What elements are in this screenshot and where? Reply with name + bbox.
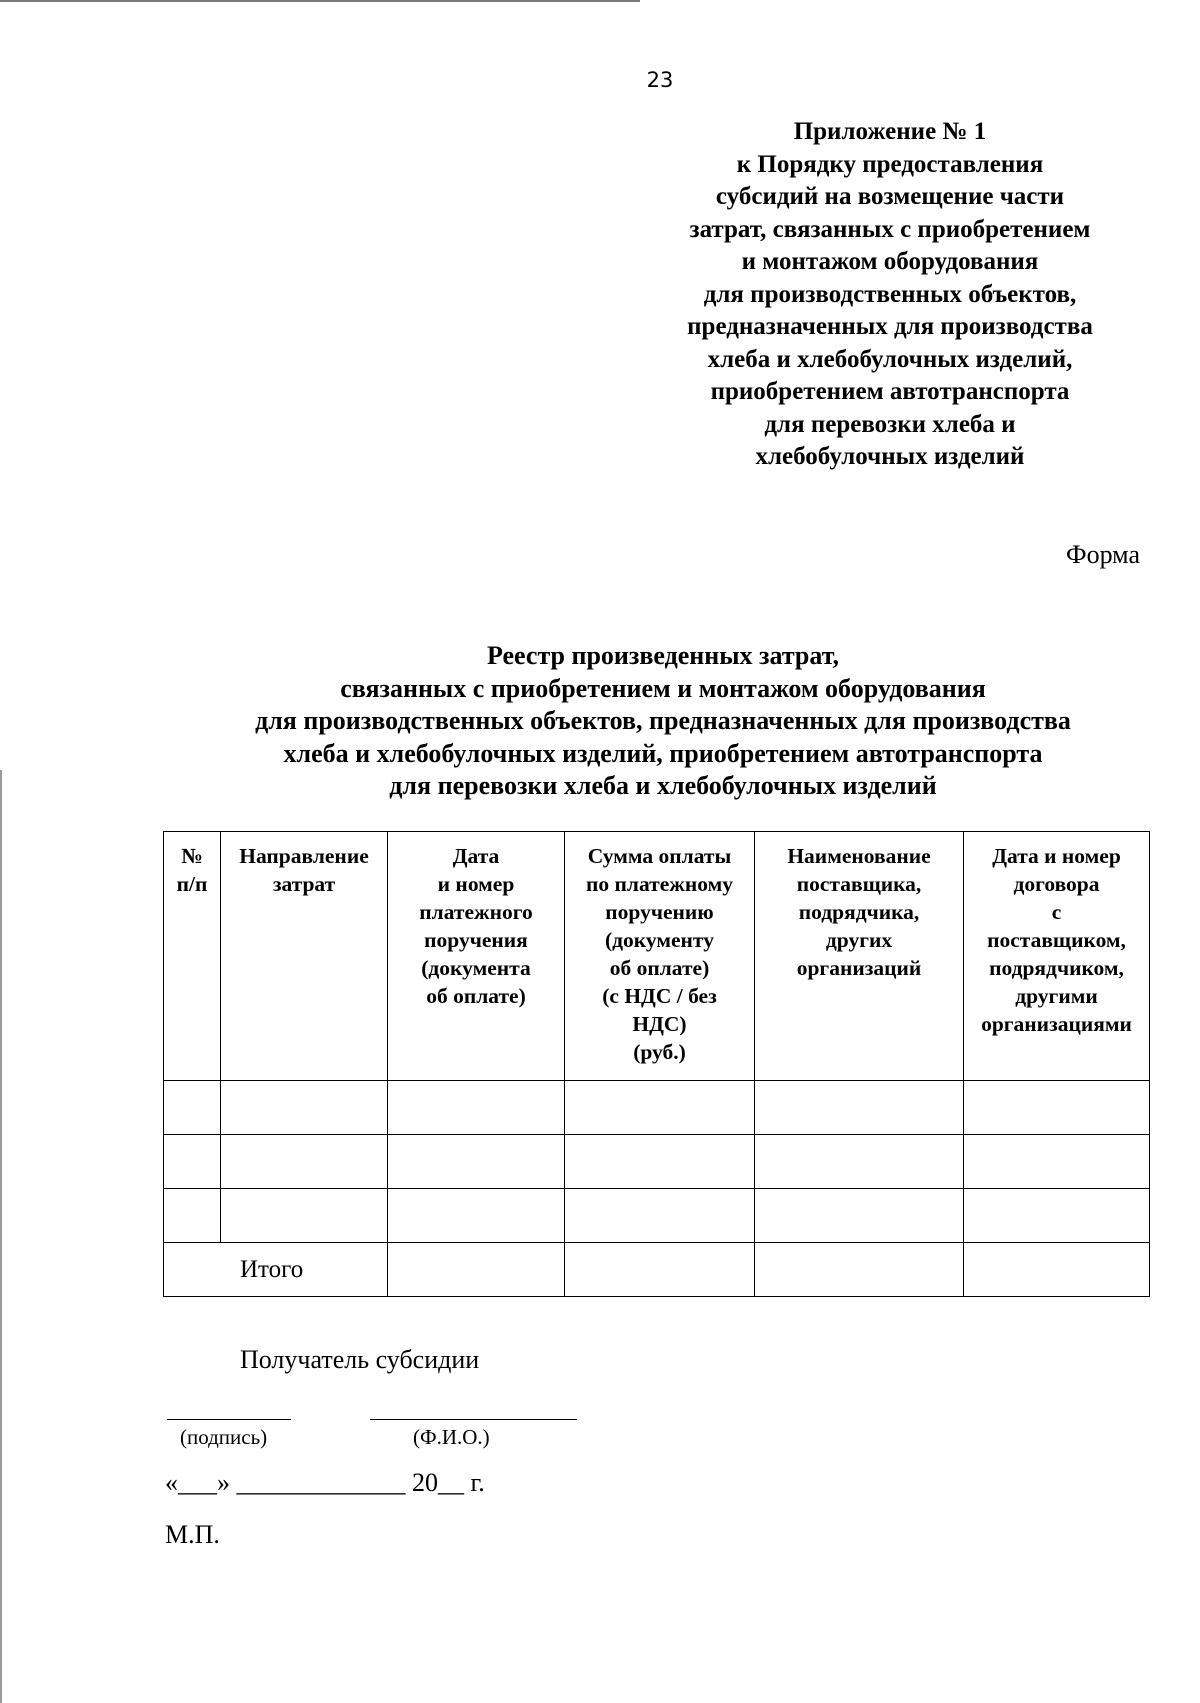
column-header-line: № xyxy=(181,844,203,868)
column-header-line: по платежному xyxy=(586,872,733,896)
column-header-line: (руб.) xyxy=(633,1040,686,1064)
appendix-line: субсидий на возмещение части xyxy=(715,183,1065,210)
table-header-row xyxy=(164,832,1150,1081)
table-cell xyxy=(388,1135,565,1189)
column-header-line: Дата xyxy=(452,844,500,868)
table-cell xyxy=(164,1081,221,1135)
name-line xyxy=(370,1419,577,1420)
title-line: для перевозки хлеба и хлебобулочных изделий xyxy=(389,771,937,800)
column-header-line: об оплате) xyxy=(609,956,710,980)
title-line: связанных с приобретением и монтажом оборудования xyxy=(340,673,986,703)
column-header-line: с xyxy=(1051,900,1062,924)
signature-caption: (подпись) xyxy=(180,1425,268,1449)
appendix-line: для перевозки хлеба и xyxy=(764,410,1016,438)
column-header xyxy=(565,832,755,1081)
column-header-line: п/п xyxy=(176,872,208,896)
table-cell xyxy=(755,1243,964,1297)
table-row xyxy=(164,1135,1150,1189)
column-header-line: поставщика, xyxy=(796,872,922,896)
column-header-line: (с НДС / без xyxy=(602,984,717,1008)
column-header-line: договора xyxy=(1013,872,1100,896)
title-line: Реестр произведенных затрат, xyxy=(486,641,840,670)
table-cell xyxy=(164,1189,221,1243)
scan-edge-top xyxy=(0,0,640,2)
column-header-line: затрат xyxy=(272,872,336,896)
table-cell xyxy=(755,1189,964,1243)
column-header-line: организациями xyxy=(981,1012,1132,1036)
scan-edge-left xyxy=(0,770,2,1703)
table-cell xyxy=(565,1081,755,1135)
table-row xyxy=(164,1189,1150,1243)
appendix-line: для производственных объектов, xyxy=(703,280,1077,308)
recipient-label: Получатель субсидии xyxy=(240,1345,480,1374)
table-cell xyxy=(964,1189,1150,1243)
column-header-line: (документа xyxy=(421,956,531,980)
appendix-header xyxy=(640,116,1140,474)
column-header-line: других xyxy=(825,928,893,952)
table-cell xyxy=(755,1081,964,1135)
table-cell xyxy=(221,1189,388,1243)
appendix-line: хлебобулочных изделий xyxy=(755,443,1025,470)
table-cell xyxy=(221,1135,388,1189)
page-number: 23 xyxy=(646,68,674,92)
column-header-line: поручения xyxy=(424,928,528,952)
column-header xyxy=(388,832,565,1081)
appendix-line: и монтажом оборудования xyxy=(741,248,1039,275)
column-header xyxy=(221,832,388,1081)
column-header-line: Направление xyxy=(239,844,369,868)
column-header-line: и номер xyxy=(437,872,515,896)
title-line: для производственных объектов, предназначенных для производства xyxy=(255,706,1071,735)
appendix-line: затрат, связанных с приобретением xyxy=(689,215,1091,243)
form-label: Форма xyxy=(1066,540,1140,569)
column-header-line: поставщиком, xyxy=(987,928,1126,952)
table-cell xyxy=(388,1081,565,1135)
table-cell xyxy=(565,1189,755,1243)
appendix-line: хлеба и хлебобулочных изделий, xyxy=(707,345,1073,373)
column-header-line: платежного xyxy=(419,900,533,924)
column-header-line: другими xyxy=(1015,984,1098,1008)
table-cell xyxy=(221,1081,388,1135)
column-header-line: об оплате) xyxy=(426,984,526,1008)
name-caption: (Ф.И.О.) xyxy=(413,1425,490,1449)
stamp-label: М.П. xyxy=(165,1520,220,1549)
signature-line xyxy=(167,1419,291,1420)
table-cell xyxy=(565,1135,755,1189)
appendix-line: Приложение № 1 xyxy=(793,118,987,145)
column-header-line: Дата и номер xyxy=(992,844,1121,868)
table-cell xyxy=(755,1135,964,1189)
table-cell xyxy=(964,1243,1150,1297)
column-header-line: подрядчиком, xyxy=(989,956,1124,980)
column-header-line: Сумма оплаты xyxy=(587,844,732,868)
column-header-line: поручению xyxy=(605,900,714,924)
table-cell xyxy=(565,1243,755,1297)
table-row xyxy=(164,1081,1150,1135)
table-cell xyxy=(388,1189,565,1243)
column-header-line: (документу xyxy=(605,928,714,952)
appendix-line: приобретением автотранспорта xyxy=(710,378,1070,405)
column-header-line: подрядчика, xyxy=(798,900,920,924)
table-cell xyxy=(964,1081,1150,1135)
appendix-line: к Порядку предоставления xyxy=(736,150,1044,178)
total-row xyxy=(164,1243,1150,1297)
table-cell xyxy=(388,1243,565,1297)
column-header xyxy=(164,832,221,1081)
column-header xyxy=(964,832,1150,1081)
column-header-line: организаций xyxy=(796,956,922,980)
table-cell xyxy=(164,1135,221,1189)
date-line: «___» _____________ 20__ г. xyxy=(165,1468,485,1497)
column-header xyxy=(755,832,964,1081)
title-line: хлеба и хлебобулочных изделий, приобретением автотранспорта xyxy=(283,738,1043,768)
table-body xyxy=(164,1081,1150,1297)
appendix-line: предназначенных для производства xyxy=(687,313,1093,340)
registry-table xyxy=(163,831,1150,1297)
table-cell xyxy=(964,1135,1150,1189)
column-header-line: Наименование xyxy=(787,844,931,868)
column-header-line: НДС) xyxy=(632,1012,687,1036)
register-title xyxy=(163,640,1163,803)
total-label: Итого xyxy=(164,1243,388,1297)
